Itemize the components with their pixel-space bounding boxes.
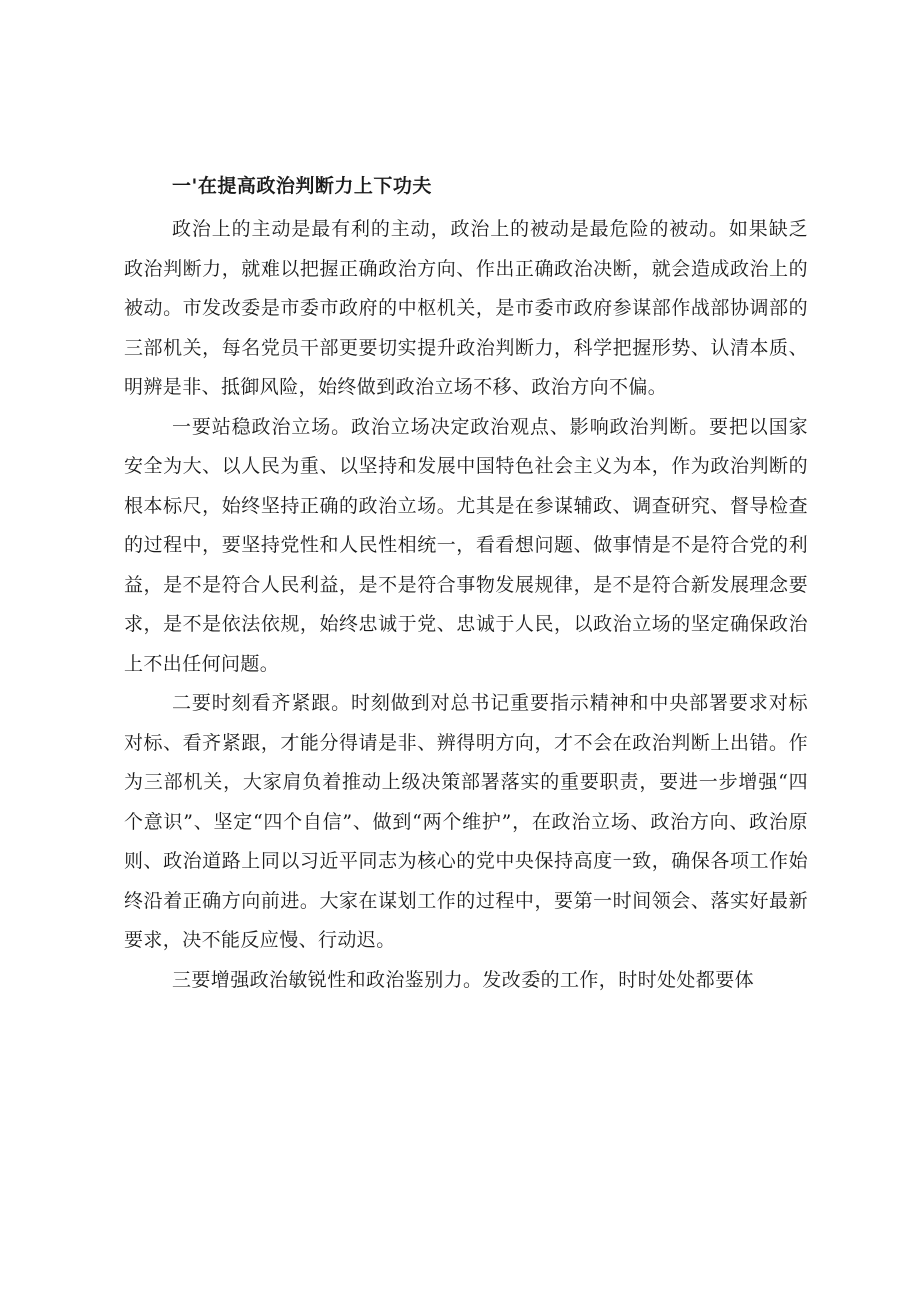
paragraph-intro: 政治上的主动是最有利的主动，政治上的被动是最危险的被动。如果缺乏政治判断力，就难以把握正确政治方向、作出正确政治决断，就会造成政治上的被动。市发改委是市委市政府的中枢机关，是市委市政府参谋部作战部协调部的三部机关，每名党员干部更要切实提升政治判断力，科学把握形势、认清本质、明辨是非、抵御风险，始终做到政治立场不移、政治方向不偏。: [124, 218, 808, 398]
paragraph-point-3: 三要增强政治敏锐性和政治鉴别力。发改委的工作，时时处处都要体: [172, 968, 755, 991]
section-heading: 一'在提高政治判断力上下功夫: [172, 175, 432, 197]
paragraph-point-1: 一要站稳政治立场。政治立场决定政治观点、影响政治判断。要把以国家安全为大、以人民为重、以坚持和发展中国特色社会主义为本，作为政治判断的根本标尺，始终坚持正确的政治立场。尤其是在参谋辅政、调查研究、督导检查的过程中，要坚持党性和人民性相统一，看看想问题、做事情是不是符合党的利益，是不是符合人民利益，是不是符合事物发展规律，是不是符合新发展理念要求，是不是依法依规，始终忠诚于党、忠诚于人民，以政治立场的坚定确保政治上不出任何问题。: [124, 415, 808, 675]
paragraph-point-2: 二要时刻看齐紧跟。时刻做到对总书记重要指示精神和中央部署要求对标对标、看齐紧跟，才能分得请是非、辨得明方向，才不会在政治判断上出错。作为三部机关，大家肩负着推动上级决策部署落实的重要职责，要进一步增强“四个意识”、坚定“四个自信”、做到“两个维护”，在政治立场、政治方向、政治原则、政治道路上同以习近平同志为核心的党中央保持高度一致，确保各项工作始终沿着正确方向前进。大家在谋划工作的过程中，要第一时间领会、落实好最新要求，决不能反应慢、行动迟。: [124, 692, 808, 951]
document-body: [124, 162, 808, 1000]
